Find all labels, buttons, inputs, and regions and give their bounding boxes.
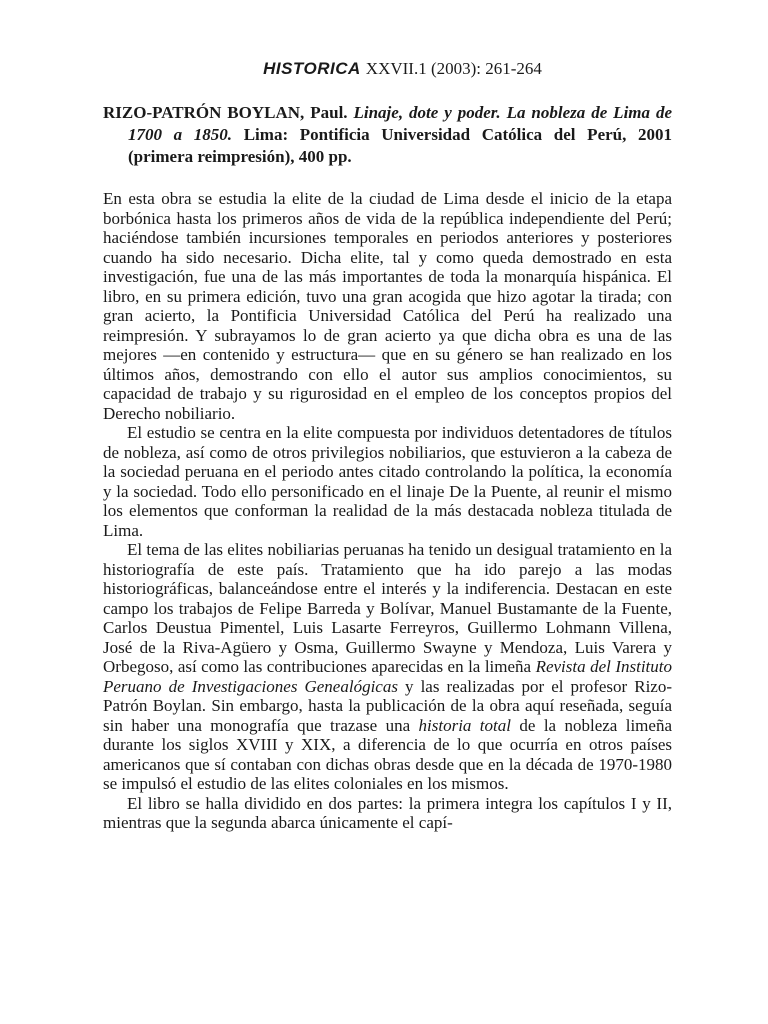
paragraph-4: El libro se halla dividido en dos partes: la primera integra los capítulos I y II, mientras que la segunda abarca únicamente el capí- [103,793,672,832]
journal-name: HISTORICA [263,59,361,78]
paragraph-3-part-b: y las realizadas por el profesor Rizo-Patrón Boylan. Sin embargo, hasta la publicación de la obra aquí reseñada, seguía sin haber una monografía que trazase una [103,676,672,735]
paragraph-3-part-c: de la nobleza limeña durante los siglos XVIII y XIX, a diferencia de lo que ocurría en otros países americanos que sí contaban con dichas obras desde que en la década de 1970-1980 se impulsó el estudio de las elites coloniales en los mismos. [103,715,672,793]
journal-title-reference: Revista del Instituto Peruano de Investigaciones Genealógicas [103,657,672,696]
document-page [103,58,672,833]
paragraph-3 [103,540,672,794]
citation-publication: Lima: Pontificia Universidad Católica del Perú, 2001 (primera reimpresión), 400 pp. [128,125,673,166]
review-body [103,189,672,833]
book-citation [103,102,672,168]
citation-title: Linaje, dote y poder. La nobleza de Lima de 1700 a 1850. [128,103,672,144]
journal-reference: XXVII.1 (2003): 261-264 [365,59,542,78]
citation-author: RIZO-PATRÓN BOYLAN, Paul. [103,103,348,122]
paragraph-3-part-a: El tema de las elites nobiliarias peruanas ha tenido un desigual tratamiento en la historiografía de este país. Tratamiento que ha ido parejo a las modas historiográficas, balanceándose entre el interés y la indiferencia. Destacan en este campo los trabajos de Felipe Barreda y Bolívar, Manuel Bustamante de la Fuente, Carlos Deustua Pimentel, Luis Lasarte Ferreyros, Guillermo Lohmann Villena, José de la Riva-Agüero y Osma, Guillermo Swayne y Mendoza, Luis Varera y Orbegoso, así como las contribuciones aparecidas en la limeña [103,540,672,676]
historia-total-term: historia total [418,715,511,735]
paragraph-1: En esta obra se estudia la elite de la ciudad de Lima desde el inicio de la etapa borbónica hasta los primeros años de vida de la república independiente del Perú; haciéndose también incursiones temporales en periodos anteriores y posteriores cuando ha sido necesario. Dicha elite, tal y como queda demostrado en esta investigación, fue una de las más importantes de toda la monarquía hispánica. El libro, en su primera edición, tuvo una gran acogida que hizo agotar la tirada; con gran acierto, la Pontificia Universidad Católica del Perú ha realizado una reimpresión. Y subrayamos lo de gran acierto ya que dicha obra es una de las mejores —en contenido y estructura— que en su género se han realizado en los últimos años, demostrando con ello el autor sus amplios conocimientos, su capacidad de trabajo y su rigurosidad en el empleo de los conceptos propios del Derecho nobiliario. [103,189,672,423]
journal-header [103,58,672,80]
paragraph-2: El estudio se centra en la elite compuesta por individuos detentadores de títulos de nobleza, así como de otros privilegios nobiliarios, que estuvieron a la cabeza de la sociedad peruana en el periodo antes citado controlando la política, la economía y la sociedad. Todo ello personificado en el linaje De la Puente, al reunir el mismo los elementos que conforman la realidad de la más destacada nobleza titulada de Lima. [103,423,672,540]
